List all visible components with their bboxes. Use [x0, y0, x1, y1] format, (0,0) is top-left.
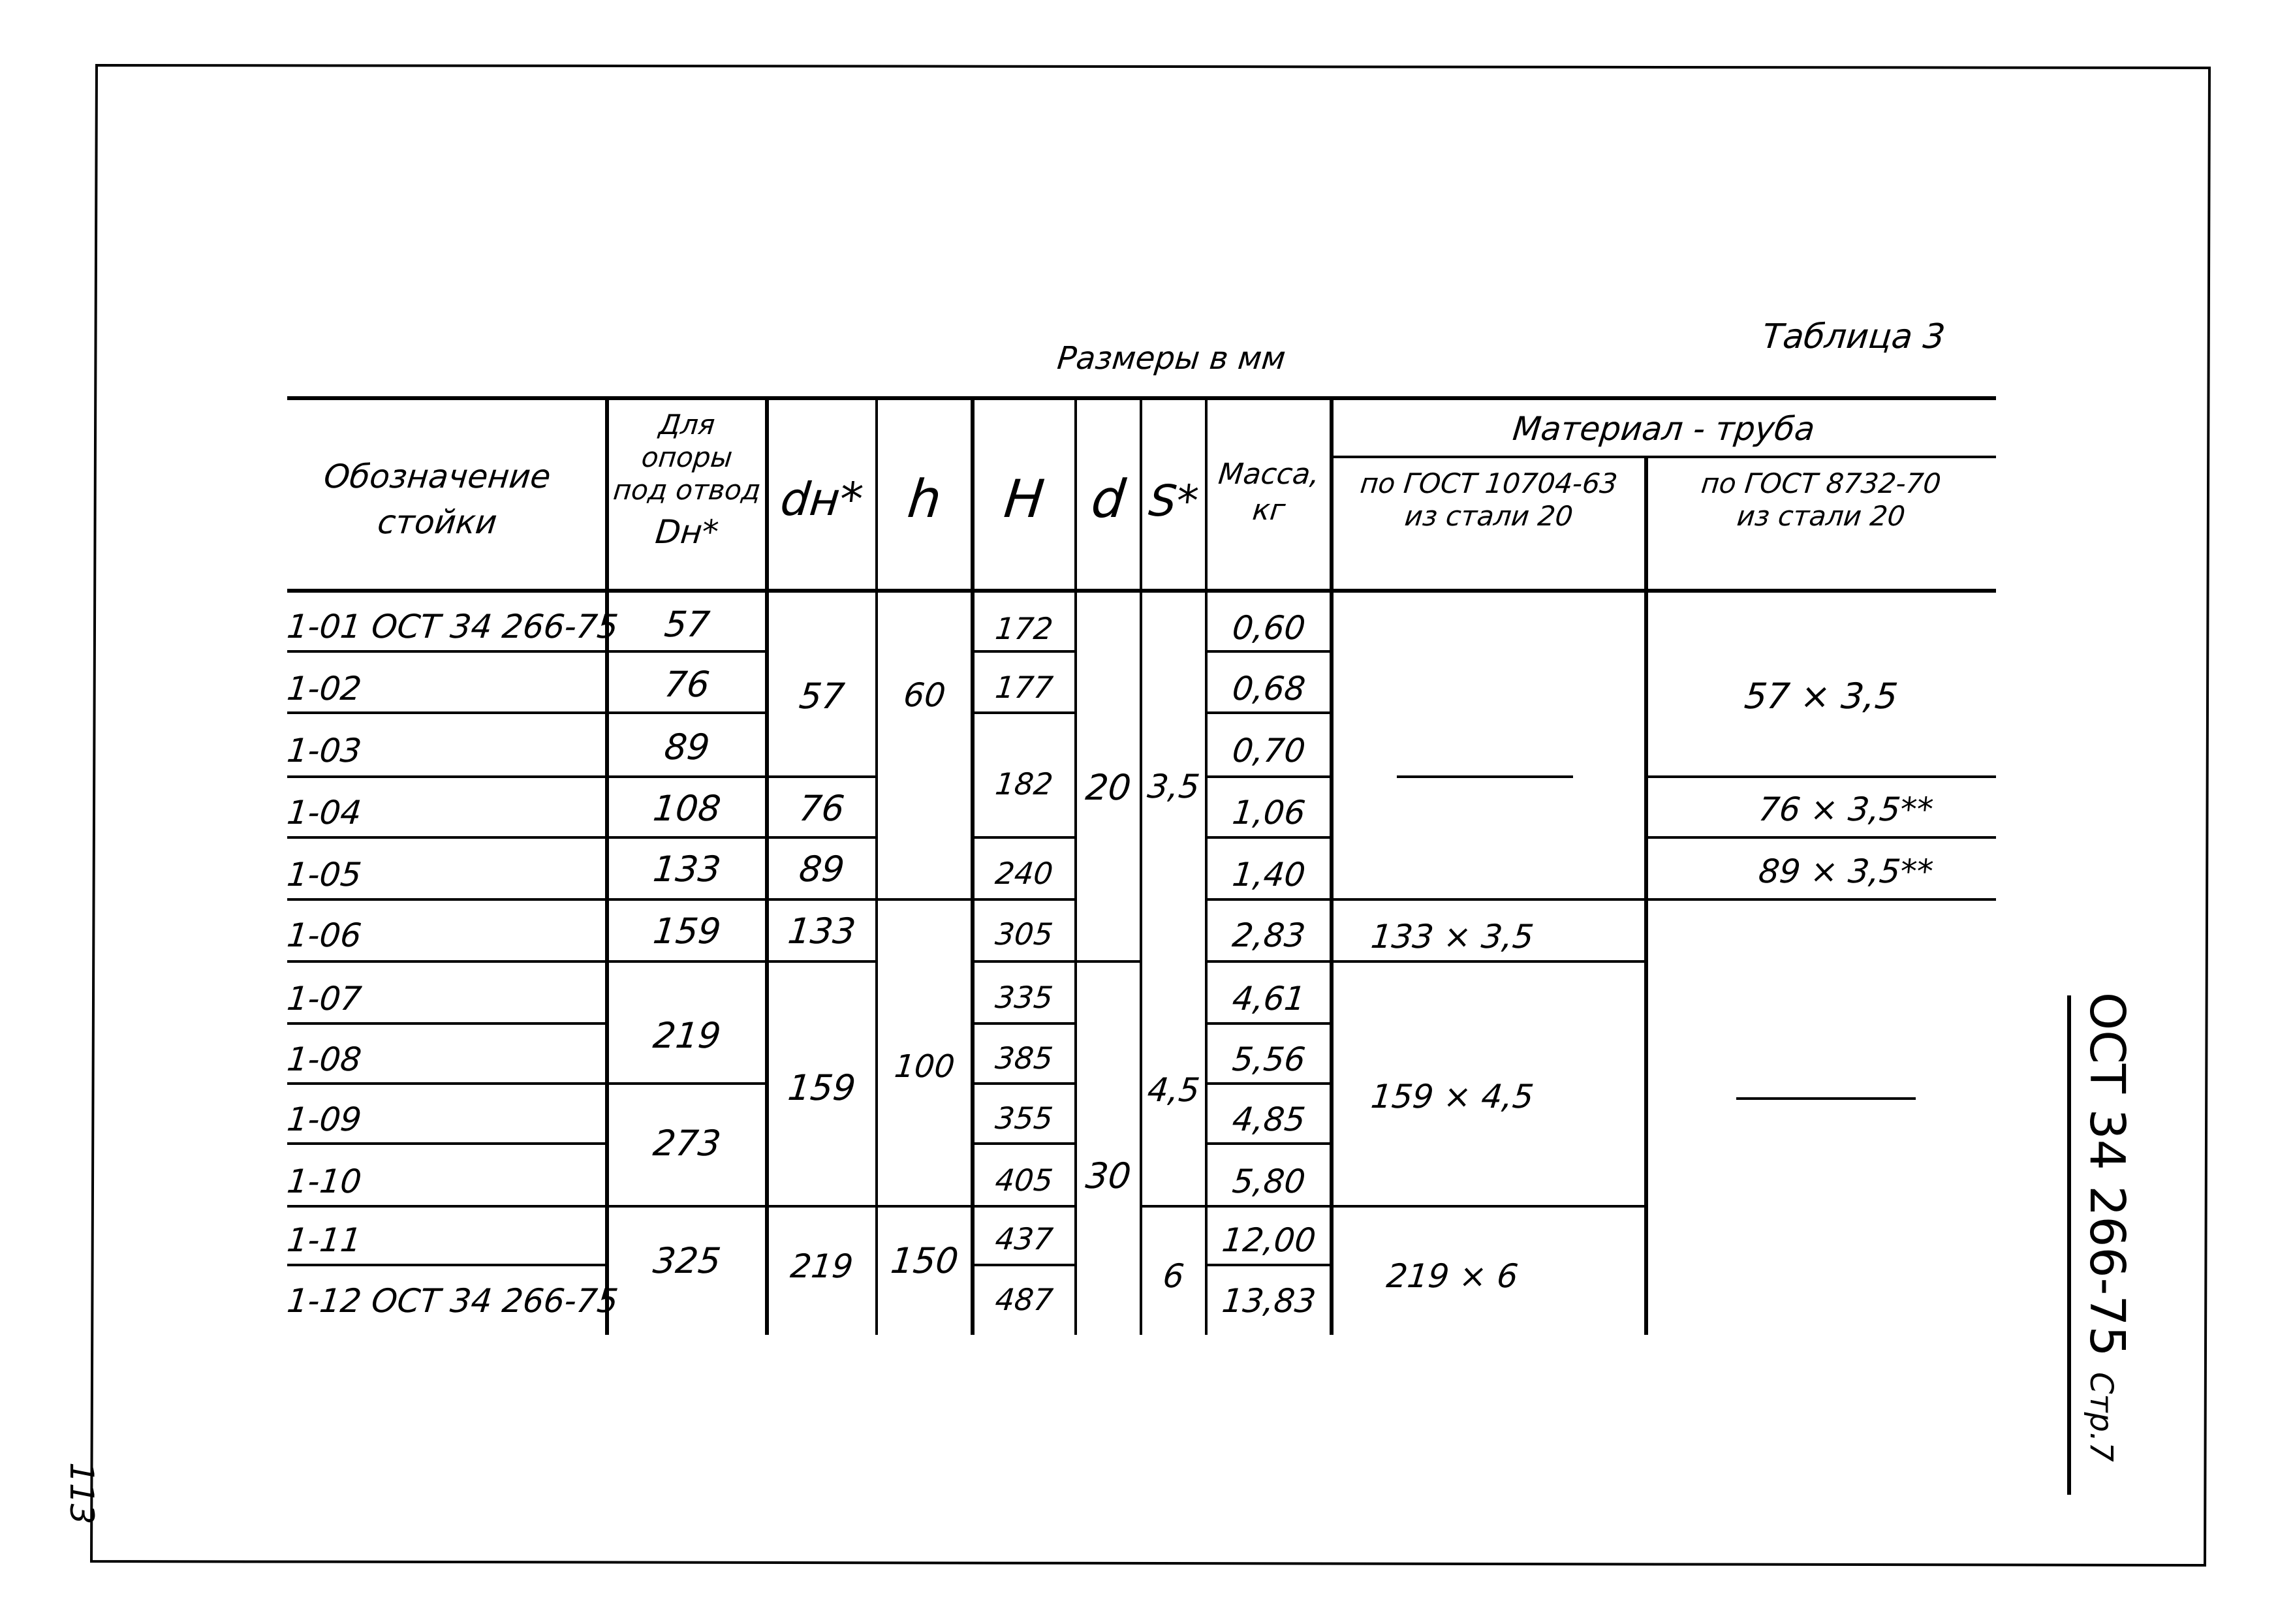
dn-cell: 57 — [797, 676, 847, 717]
s-cell: 6 — [1161, 1257, 1186, 1295]
dn-cell: 219 — [788, 1247, 855, 1285]
designation-cell: 1-06 — [285, 916, 364, 954]
designation-cell: 1-02 — [285, 670, 364, 708]
side-page-text: Стр.7 — [2083, 1371, 2119, 1462]
d-cell: 20 — [1084, 767, 1133, 808]
mass-cell: 5,56 — [1230, 1040, 1307, 1078]
mass-cell: 12,00 — [1220, 1221, 1318, 1259]
dn-cell: 76 — [797, 788, 847, 829]
mass-cell: 0,60 — [1230, 609, 1307, 647]
designation-cell: 1-09 — [285, 1101, 364, 1138]
s-cell: 4,5 — [1146, 1071, 1202, 1109]
mass-cell: 0,68 — [1230, 670, 1307, 708]
H-cell: 355 — [993, 1101, 1055, 1136]
header-dn: dн* — [778, 473, 866, 526]
page-number: 113 — [63, 1462, 101, 1525]
H-cell: 487 — [993, 1282, 1055, 1317]
header-H: H — [1001, 469, 1048, 529]
mass-cell: 2,83 — [1230, 916, 1307, 954]
designation-cell: 1-01 ОСТ 34 266-75 — [285, 608, 620, 646]
side-code-text: ОСТ 34 266-75 — [2079, 992, 2135, 1357]
header-support-line4: Dн* — [653, 513, 721, 551]
H-cell: 182 — [993, 766, 1055, 802]
header-d: d — [1088, 469, 1129, 529]
gost2-cell: 89 × 3,5** — [1756, 852, 1935, 890]
header-mass-line1: Масса, — [1217, 458, 1321, 491]
header-support-line3: под отвод — [612, 474, 762, 506]
header-gost2-line1: по ГОСТ 8732-70 — [1700, 467, 1943, 499]
dn-cell: 89 — [797, 849, 847, 890]
header-mass-line2: кг — [1251, 493, 1287, 527]
h-cell: 150 — [888, 1240, 961, 1281]
support-cell: 57 — [662, 604, 712, 645]
support-cell: 273 — [651, 1123, 723, 1164]
h-cell: 60 — [901, 676, 948, 714]
side-document-code — [2079, 992, 2135, 1462]
header-support-line2: опоры — [640, 441, 734, 473]
mass-cell: 4,61 — [1230, 980, 1307, 1018]
header-gost1-line1: по ГОСТ 10704-63 — [1358, 467, 1619, 499]
designation-cell: 1-12 ОСТ 34 266-75 — [285, 1282, 620, 1320]
support-cell: 108 — [651, 788, 723, 829]
designation-cell: 1-10 — [285, 1163, 364, 1200]
d-cell: 30 — [1084, 1155, 1133, 1196]
mass-cell: 1,06 — [1230, 794, 1307, 832]
gost1-cell: 159 × 4,5 — [1369, 1078, 1536, 1116]
gost1-cell: 219 × 6 — [1384, 1257, 1520, 1295]
header-material: Материал - труба — [1510, 410, 1817, 448]
table-caption: Таблица 3 — [1760, 317, 1947, 356]
designation-cell: 1-11 — [285, 1221, 364, 1259]
header-support-line1: Для — [657, 409, 717, 441]
header-s: S* — [1146, 476, 1201, 526]
support-cell: 325 — [651, 1240, 723, 1281]
designation-cell: 1-04 — [285, 794, 364, 832]
H-cell: 177 — [993, 670, 1055, 705]
mass-cell: 5,80 — [1230, 1163, 1307, 1200]
H-cell: 172 — [993, 611, 1055, 646]
header-gost1-line2: из стали 20 — [1403, 500, 1575, 532]
H-cell: 335 — [993, 980, 1055, 1015]
header-gost2-line2: из стали 20 — [1735, 500, 1907, 532]
support-cell: 159 — [651, 911, 723, 952]
s-cell: 3,5 — [1146, 768, 1202, 805]
designation-cell: 1-03 — [285, 732, 364, 770]
gost2-cell: 57 × 3,5 — [1742, 676, 1900, 717]
gost2-cell: 76 × 3,5** — [1756, 790, 1935, 828]
mass-cell: 0,70 — [1230, 732, 1307, 770]
mass-cell: 13,83 — [1220, 1282, 1318, 1320]
dn-cell: 133 — [786, 911, 858, 952]
H-cell: 385 — [993, 1040, 1055, 1076]
header-h: h — [905, 469, 944, 529]
dn-cell: 159 — [786, 1067, 858, 1108]
H-cell: 305 — [993, 916, 1055, 952]
designation-cell: 1-08 — [285, 1040, 364, 1078]
H-cell: 437 — [993, 1221, 1055, 1257]
support-cell: 89 — [662, 726, 712, 768]
designation-cell: 1-05 — [285, 856, 364, 894]
mass-cell: 4,85 — [1230, 1101, 1307, 1138]
h-cell: 100 — [892, 1048, 957, 1085]
units-note: Размеры в мм — [1055, 340, 1288, 377]
header-designation-line1: Обозначение — [322, 458, 553, 495]
designation-cell: 1-07 — [285, 980, 364, 1018]
support-cell: 219 — [651, 1015, 723, 1056]
header-designation-line2: стойки — [375, 503, 499, 541]
mass-cell: 1,40 — [1230, 856, 1307, 894]
support-cell: 76 — [662, 664, 712, 705]
H-cell: 240 — [993, 856, 1055, 891]
support-cell: 133 — [651, 849, 723, 890]
gost1-cell: 133 × 3,5 — [1369, 918, 1536, 956]
H-cell: 405 — [993, 1163, 1055, 1198]
